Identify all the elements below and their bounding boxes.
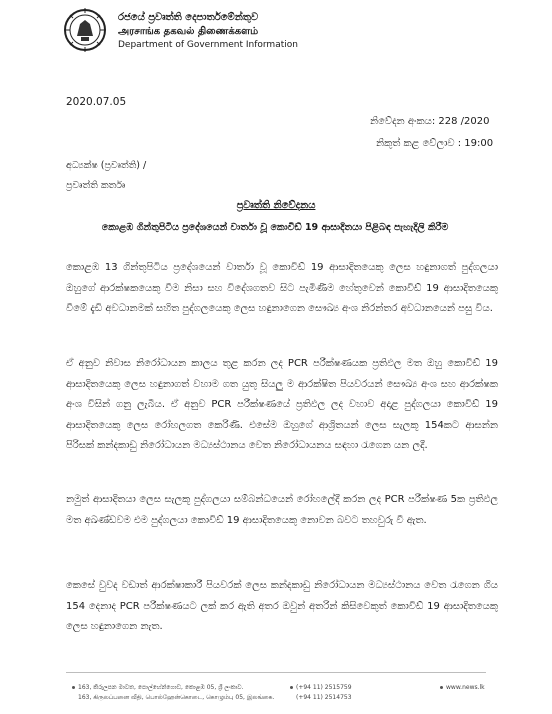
location-pin-icon (72, 686, 75, 689)
release-time: නිකුත් කළ වේලාව : 19:00 (376, 138, 494, 149)
paragraph-2: ඒ අනුව නිවාස නිරෝධායන කාලය තුළ කරන ලද PCR පරීක්ෂණයක ප්‍රතිඵල මත ඔහු කොවිඩ් 19 ආසාදිතයෙකු ලෙස හඳුනාගත් වහාම ගත යුතු සියලු ම ආරක්ෂිත පියවරයන් සෞඛ්‍ය අංශ සහ ආරක්ෂක අංශ විසින් ගනු ලැබීය. ඒ අනුව PCR පරීක්ෂණයේ ප්‍රතිඵල ලද වහාව අදාළ පුද්ගලයා කොවිඩ් 19 ආසාදිතයෙකු ලෙස රෝහලගත කෙරිණි. එසේම ඔහුගේ ආශ්‍රිතයන් ලෙස සැලකූ 154කට ආසන්න පිරිසක් කන්දකාඩු නිරෝධායන මධ්‍යස්ථානය වෙත නිරෝධායනය සඳහා රැගෙන යන ලදී. (66, 358, 498, 451)
document-subject: කොළඹ ගින්තුපිටිය ප්‍රදේශයෙන් වාර්තා වූ කොවිඩ් 19 ආසාදිතයා පිළිබඳ පැහැදිලි කිරීම (101, 222, 449, 233)
phone-icon (290, 686, 293, 689)
footer-phone-2: (+94 11) 2514753 (296, 694, 352, 701)
org-name-tamil: அரசாங்க தகவல் திணைக்களம் (118, 26, 259, 37)
recipient-line-2: ප්‍රවෘත්ති කර්තෘ (66, 180, 126, 191)
paragraph-3: නමුත් ආසාදිතයා ලෙස සැලකූ පුද්ගලයා සම්බන්ධයෙන් රෝහලේදී කරන ලද PCR පරීක්ෂණ 5ක ප්‍රතිඵල මත අඛණ්ඩවම එම පුද්ගලයා කොවිඩ් 19 ආසාදිතයෙකු නොවන බවට තහවුරු වී ඇත. (66, 494, 498, 526)
footer-divider (66, 672, 486, 673)
footer-address-tamil: 163, கிருலப்பனை வீதி, பொல்ஹேன்கொடை, கொழும்பு 05, இலங்கை. (78, 694, 275, 701)
web-icon (440, 686, 443, 689)
paragraph-4: කෙසේ වුවද වඩාත් ආරක්ෂාකාරී පියවරක් ලෙස කන්දකාඩු නිරෝධායන මධ්‍යස්ථානය වෙත රැගෙන ගිය 154 දෙනාද PCR පරීක්ෂණයට ලක් කර ඇති අතර ඔවුන් අතරින් කිසිවෙකුත් කොවිඩ් 19 ආසාදිතයෙකු ලෙස හඳුනාගෙන නැත. (66, 580, 498, 632)
sri-lanka-government-emblem-icon (62, 6, 108, 54)
footer-address-sinhala: 163, කිරුලපන මාවත, පොල්හේන්ගොඩ, කොළඹ 05, ශ්‍රී ලංකාව. (78, 684, 244, 691)
release-date: 2020.07.05 (66, 96, 127, 108)
document-title: ප්‍රවෘත්ති නිවේදනය (236, 200, 316, 211)
org-name-sinhala: රජයේ ප්‍රවෘත්ති දෙපාර්තමේන්තුව (118, 12, 259, 23)
recipient-line-1: අධ්‍යක්ෂ (ප්‍රවෘත්ති) / (66, 160, 147, 171)
org-name-english: Department of Government Information (118, 40, 298, 50)
release-number: නිවේදන අංකය: 228 /2020 (370, 116, 490, 127)
paragraph-1: කොළඹ 13 ගින්තුපිටිය ප්‍රදේශයෙන් වාර්තා වූ කොවිඩ් 19 ආසාදිතයෙකු ලෙස හඳුනාගත් පුද්ගලයා ඔහුගේ ආරක්ෂකයෙකු වීම නිසා සහ විදේශගතව සිට පැමිණීම හේතුවෙන් කොවිඩ් 19 ආසාදිතයෙකු වීමේ දැඩි අවධානමක් සහිත පුද්ගලයෙකු ලෙස හඳුනාගෙන සෞඛ්‍ය අංශ නිරන්තර අවධානයෙන් පසු විය. (66, 262, 498, 314)
footer-website: www.news.lk (446, 684, 485, 691)
footer-phone-1: (+94 11) 2515759 (296, 684, 352, 691)
